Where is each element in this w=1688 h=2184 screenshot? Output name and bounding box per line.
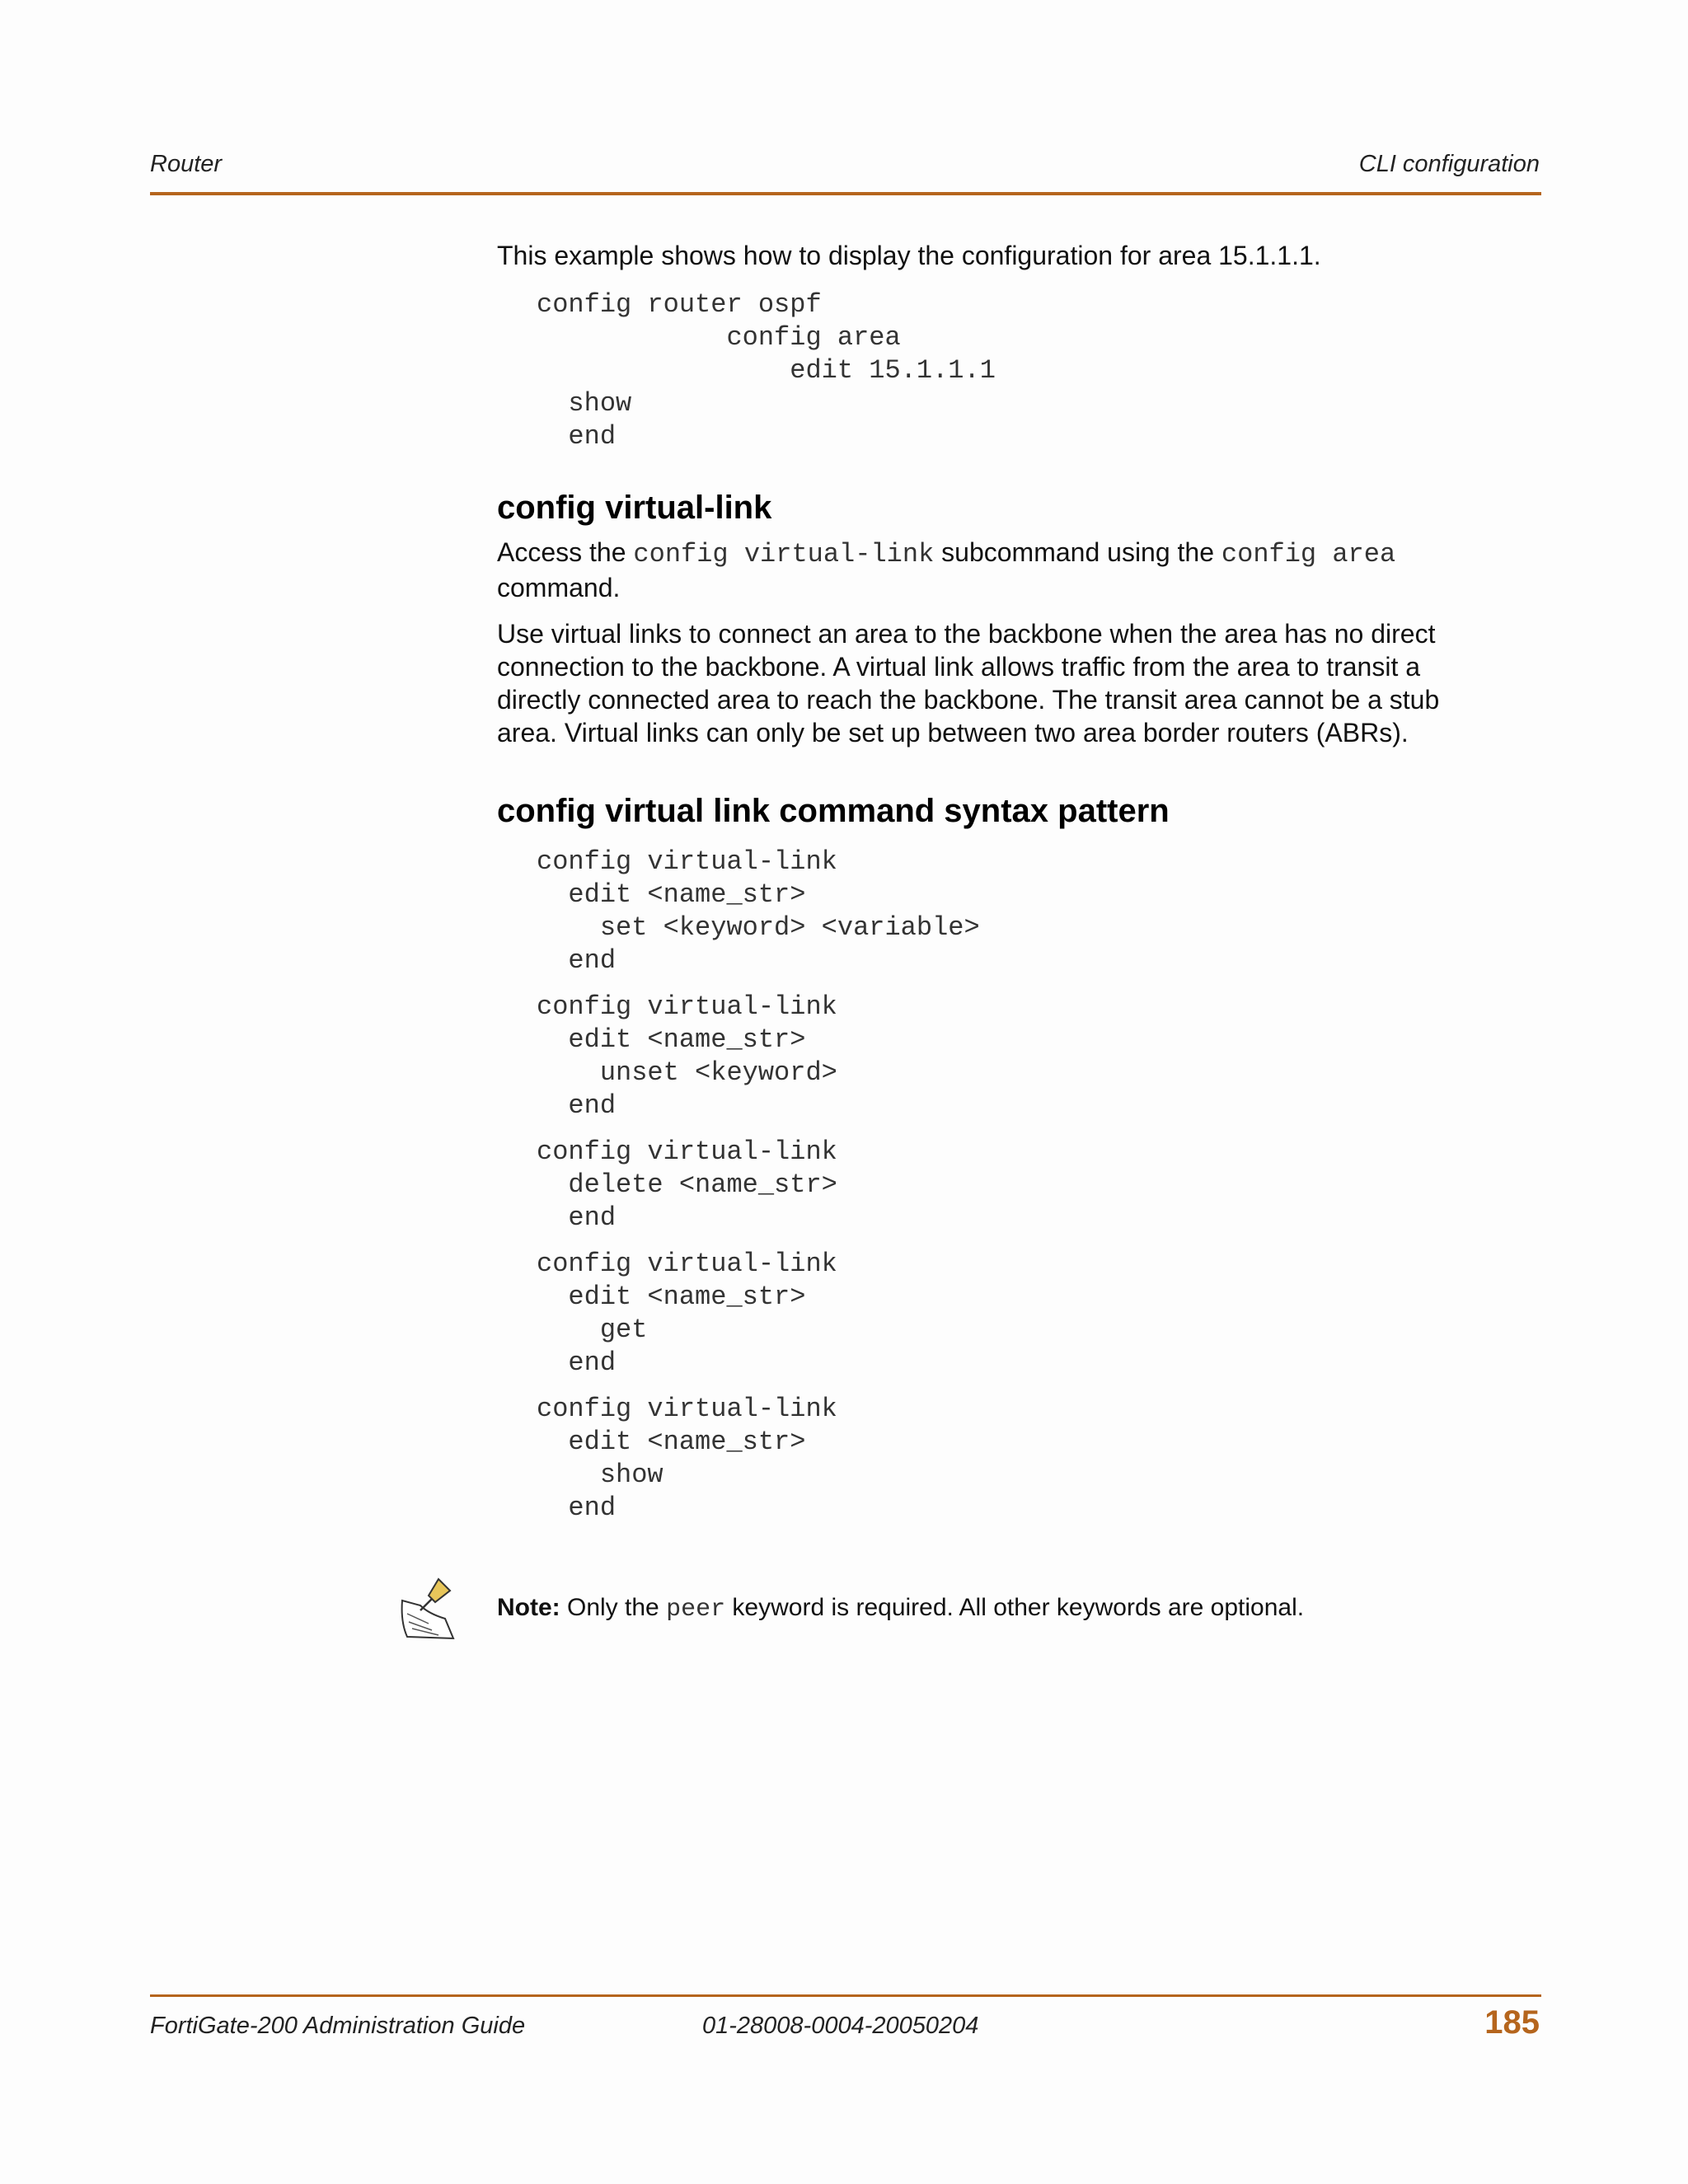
section-heading: config virtual link command syntax pattern — [497, 793, 1170, 829]
text-run: Only the — [560, 1594, 667, 1621]
intro-paragraph — [497, 239, 1486, 272]
intro-text: This example shows how to display the configuration for area 15.1.1.1. — [497, 241, 1321, 270]
footer-rule — [150, 1994, 1541, 1997]
note-pin-icon — [396, 1572, 465, 1642]
text-run: command. — [497, 573, 621, 602]
syntax-block: config virtual-link delete <name_str> end — [537, 1137, 837, 1233]
text-run: keyword is required. All other keywords are optional. — [725, 1594, 1305, 1621]
code-line: config router ospf — [537, 289, 822, 320]
note-label: Note: — [497, 1594, 560, 1621]
syntax-block: config virtual-link edit <name_str> show end — [537, 1394, 837, 1523]
inline-code: config virtual-link — [633, 539, 935, 569]
syntax-block: config virtual-link edit <name_str> unset <keyword> end — [537, 991, 837, 1121]
virtual-links-paragraph: Use virtual links to connect an area to the backbone when the area has no direct connection to the backbone. A virtual link allows traffic from the area to transit a directly connected area to reach the backbone. The transit area cannot be a stub area. Virtual links can only be set up between two area border routers (ABRs). — [497, 619, 1440, 748]
code-line: edit 15.1.1.1 — [537, 355, 996, 386]
header-section: Router — [150, 151, 223, 177]
example-code — [497, 288, 1486, 453]
footer-doc-id: 01-28008-0004-20050204 — [702, 2013, 979, 2039]
code-line: config area — [537, 322, 901, 353]
text-run: Access the — [497, 537, 634, 567]
code-line: show — [537, 388, 632, 419]
syntax-block: config virtual-link edit <name_str> set <keyword> <variable> end — [537, 846, 980, 976]
page-number: 185 — [1484, 2004, 1540, 2041]
footer-guide-title: FortiGate-200 Administration Guide — [150, 2013, 526, 2039]
inline-code: peer — [666, 1596, 726, 1624]
inline-code: config area — [1221, 539, 1396, 569]
code-line: end — [537, 421, 617, 452]
header-rule — [150, 192, 1541, 195]
note-text — [497, 1591, 1304, 1626]
header-chapter: CLI configuration — [1358, 151, 1540, 177]
section-syntax — [497, 791, 1486, 1525]
text-run: subcommand using the — [934, 537, 1221, 567]
section-virtual-link — [497, 488, 1486, 749]
access-paragraph — [497, 536, 1486, 604]
section-heading: config virtual-link — [497, 490, 772, 526]
syntax-block: config virtual-link edit <name_str> get end — [537, 1249, 837, 1378]
